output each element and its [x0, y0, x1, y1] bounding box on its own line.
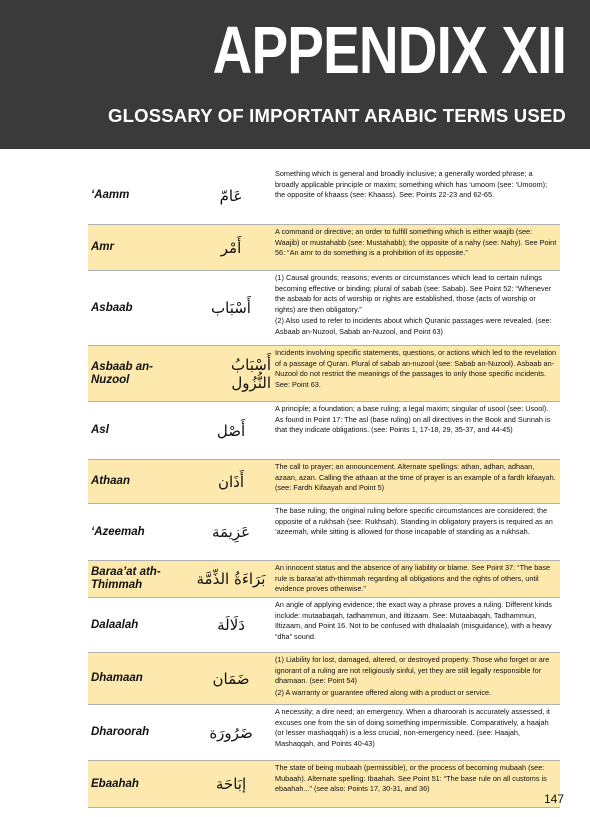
glossary-row	[88, 761, 560, 808]
glossary-term: Dharoorah	[91, 726, 150, 738]
glossary-definition	[271, 225, 560, 270]
definition-paragraph: Something which is general and broadly inclusive; a generally worded phrase; a broadly applicable principle or maxim; something which has ‘umoom (see: ‘Umoom); the opposite of khaass (see: Khaass). See: Points 22-23 and 62-65.	[275, 169, 548, 200]
glossary-arabic: عَامّ	[219, 186, 243, 205]
definition-paragraph: (1) Causal grounds; reasons; events or circumstances which lead to certain rulings becoming effective or binding; plural of sabab (see: Sabab). See Point 52: “Whenever the asbaab for acts of worship or rights are established, those (acts of worship or rights) are then obligatory.”	[275, 273, 552, 314]
glossary-row	[88, 225, 560, 271]
glossary-definition	[271, 346, 560, 401]
page-title: APPENDIX XII	[212, 13, 566, 88]
glossary-row	[88, 167, 560, 225]
glossary-definition	[271, 271, 560, 345]
definition-paragraph: A necessity; a dire need; an emergency. When a dharoorah is accurately assessed, it excuses one from the sin of doing something impermissible. Comparatively, a haajah (or lesser mashaqqah) is a less crucial, non-emergency need. (see: Haajah, Mashaqqah, and Points 40-43)	[275, 707, 550, 748]
header-band	[0, 0, 590, 149]
definition-paragraph: The state of being mubaah (permissible), or the process of becoming mubaah (see: Mubaah). Alternate spelling: Ibaahah. See Point 51: “The base rule on all customs is ebaahah...” (see also: Points 17, 30-31, and 36)	[275, 763, 547, 794]
glossary-arabic: ضَمَان	[212, 669, 250, 688]
glossary-arabic: ضَرُورَة	[209, 723, 253, 742]
glossary-term: Asbaab	[91, 301, 133, 314]
glossary-term: Asl	[91, 424, 109, 436]
definition-paragraph: Incidents involving specific statements, questions, or actions which led to the revelation of a passage of Quran. Plural of sabab an-nuzool (see: Sabab an-Nuzool). Asbaab an-Nuzool do not restrict the meanings of the passages to only those specific incidents. See: Point 63.	[275, 348, 557, 389]
glossary-term: Baraa’at ath-Thimmah	[91, 566, 161, 591]
glossary-arabic: دَلَالَة	[217, 616, 245, 634]
glossary-definition	[271, 504, 560, 560]
glossary-arabic: أَمْر	[220, 238, 242, 257]
glossary-definition	[271, 598, 560, 652]
glossary-row	[88, 402, 560, 460]
glossary-definition	[271, 402, 560, 459]
glossary-arabic: أَسْبَابُ النُّزُول	[231, 355, 271, 392]
definition-paragraph: (1) Liability for lost, damaged, altered, or destroyed property. Those who forget or are ignorant of a ruling are not religiously sinful, yet they are still legally responsible for dhamaan. (see: Point 54)	[275, 655, 550, 686]
definition-paragraph: An innocent status and the absence of any liability or blame. See Point 37: “The base rule is baraa’at ath-thimmah regarding all obligations and the rights of others, until evidence proves otherwise.”	[275, 563, 551, 594]
page-subtitle: GLOSSARY OF IMPORTANT ARABIC TERMS USED	[108, 105, 566, 126]
glossary-arabic: أَسْبَاب	[211, 299, 251, 317]
glossary-row	[88, 346, 560, 402]
glossary-arabic: أَذَان	[217, 472, 245, 491]
glossary-term: ‘Aamm	[91, 189, 130, 201]
glossary-table	[88, 167, 560, 808]
page-number: 147	[543, 792, 564, 806]
glossary-arabic: عَزِيمَة	[211, 523, 251, 541]
glossary-definition	[271, 705, 560, 760]
glossary-definition	[271, 653, 560, 704]
definition-paragraph: (2) A warranty or guarantee offered along with a product or service.	[275, 687, 492, 697]
definition-paragraph: The call to prayer; an announcement. Alternate spellings: athan, adhan, adhaan, azaan, azan. Calling the athaan at the time of prayer is an example of a fardh kifaayah. (see: Fardh Kifaayah and Point 5)	[275, 462, 556, 493]
glossary-term: ‘Azeemah	[91, 525, 145, 538]
glossary-term: Asbaab an-Nuzool	[91, 360, 153, 386]
glossary-definition	[271, 761, 560, 807]
definition-paragraph: A command or directive; an order to fulfill something which is either waajib (see: Waajib) or mustahabb (see: Mustahabb); the opposite of a nahy (see: Nahy). See Point 56: “An amr to do something is a prohibition of its opposite.”	[275, 227, 557, 258]
definition-paragraph: An angle of applying evidence; the exact way a phrase proves a ruling. Different kinds include: mutaabaqah, tadhammun, and iltizaam. See: Mutaabaqah, Tadhammun, Iltizaam, and Point 16. Not to be confused with dhalaalah (misguidance), with a heavy “dha” sound.	[275, 600, 552, 641]
glossary-definition	[271, 460, 560, 503]
glossary-arabic: بَرَاءَةُ الذِّمَّة	[196, 570, 266, 588]
glossary-term: Dhamaan	[91, 672, 143, 684]
glossary-term: Amr	[91, 241, 115, 253]
glossary-row	[88, 271, 560, 346]
glossary-term: Athaan	[91, 475, 130, 487]
definition-paragraph: (2) Also used to refer to incidents about which Quranic passages were revealed. (see: Asbaab an-Nuzool, Sabab an-Nuzool, and Point 63)	[275, 316, 552, 336]
glossary-row	[88, 705, 560, 761]
glossary-row	[88, 504, 560, 561]
glossary-row	[88, 653, 560, 705]
glossary-definition	[271, 167, 560, 224]
glossary-term: Ebaahah	[91, 777, 139, 790]
glossary-term: Dalaalah	[91, 618, 139, 631]
glossary-arabic: أَصْل	[216, 421, 246, 440]
definition-paragraph: The base ruling; the original ruling before specific circumstances are considered; the opposite of a rukhsah (see: Rukhsah). Standing in obligatory prayers is required as an ‘azeemah, while sitting is allowed for those incapable of standing as a rukhsah.	[275, 506, 553, 537]
definition-paragraph: A principle; a foundation; a base ruling; a legal maxim; singular of usool (see: Usool). As found in Point 17: The asl (base ruling) on all directives in the Book and Sunnah is that they indicate obligations. (see: Points 1, 17-18, 29, 35-37, and 44-45)	[275, 404, 551, 435]
glossary-definition	[271, 561, 560, 597]
glossary-row	[88, 460, 560, 504]
glossary-row	[88, 598, 560, 653]
glossary-row	[88, 561, 560, 598]
glossary-arabic: إبَاحَة	[215, 775, 247, 793]
